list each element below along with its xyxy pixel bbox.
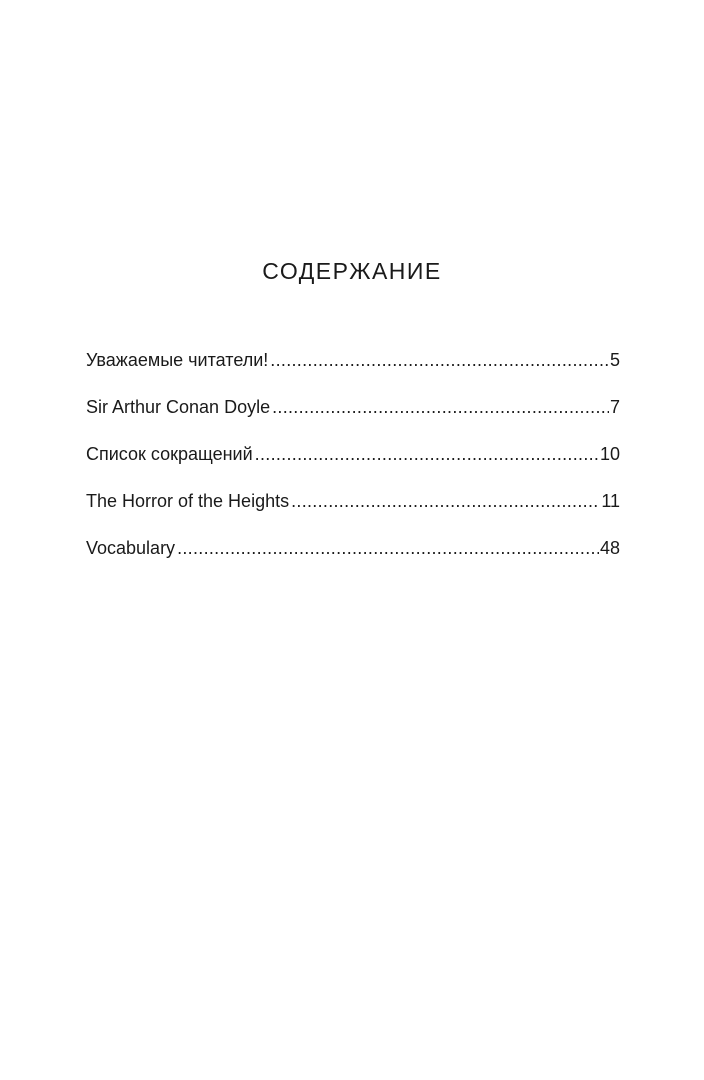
toc-entry-label: Sir Arthur Conan Doyle [86,397,271,417]
toc-dot-leader [270,342,609,378]
toc-entry-abbreviations[interactable] [86,436,620,483]
toc-entry-author[interactable] [86,389,620,436]
toc-dot-leader [272,389,609,425]
toc-entry-vocabulary[interactable] [86,530,620,577]
toc-entry-label: Уважаемые читатели! [86,350,269,370]
toc-entry-label: Vocabulary [86,538,176,558]
toc-entry-label: Список сокращений [86,444,253,464]
toc-page-number: 48 [599,538,620,558]
toc-title: СОДЕРЖАНИЕ [262,258,442,284]
toc-page-number: 5 [609,350,620,370]
toc-entry-label: The Horror of the Heights [86,491,290,511]
toc-entry-story[interactable] [86,483,620,530]
toc-page-number: 11 [601,491,620,511]
toc-dot-leader [291,483,600,519]
toc-dot-leader [177,530,599,566]
toc-list [86,342,620,577]
toc-dot-leader [255,436,599,472]
toc-page-number: 7 [609,397,620,417]
toc-page-number: 10 [599,444,620,464]
toc-entry-readers[interactable] [86,342,620,389]
